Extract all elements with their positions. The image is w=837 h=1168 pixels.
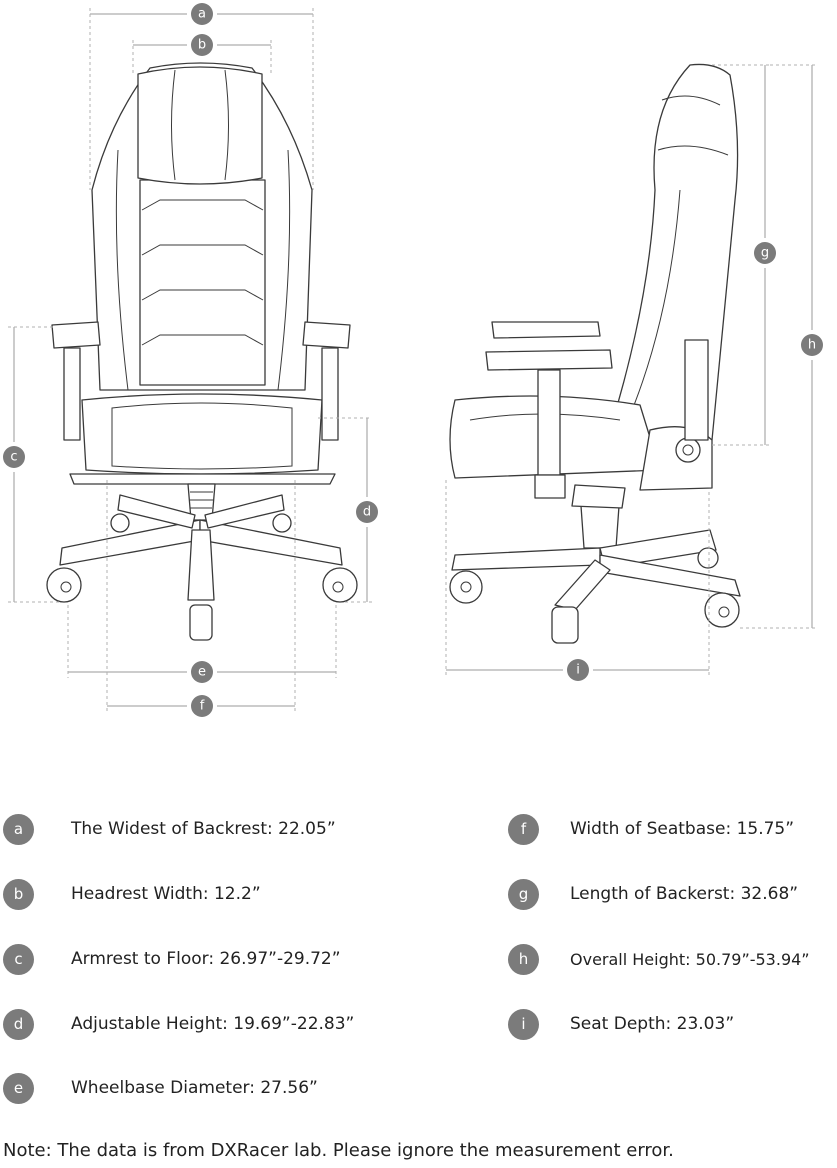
legend-badge: b: [3, 879, 34, 910]
svg-text:d: d: [362, 504, 372, 520]
dimension-badge-i: [567, 659, 589, 681]
svg-text:g: g: [760, 245, 770, 261]
legend-item-f: [508, 813, 794, 845]
dimension-badge-b: [191, 34, 213, 56]
dimension-badge-f: [191, 695, 213, 717]
side-view-chair: [450, 64, 740, 643]
legend-text: Adjustable Height: 19.69”-22.83”: [71, 1014, 355, 1034]
svg-text:f: f: [199, 698, 205, 714]
svg-text:e: e: [198, 664, 206, 680]
legend-text: Width of Seatbase: 15.75”: [570, 819, 795, 839]
legend-badge: a: [3, 814, 34, 845]
legend-item-e: [3, 1072, 318, 1104]
svg-text:b: b: [197, 37, 207, 53]
legend-badge: e: [3, 1073, 34, 1104]
dimension-badge-a: [191, 3, 213, 25]
svg-text:c: c: [10, 449, 18, 465]
svg-text:h: h: [807, 337, 817, 353]
legend-item-i: [508, 1008, 734, 1040]
legend-text: Seat Depth: 23.03”: [570, 1014, 735, 1034]
front-view-chair: [47, 63, 357, 640]
dimension-badge-e: [191, 661, 213, 683]
legend-item-g: [508, 878, 798, 910]
svg-text:a: a: [198, 6, 206, 22]
legend-text: Headrest Width: 12.2”: [71, 884, 261, 904]
legend-text: Length of Backerst: 32.68”: [570, 884, 799, 904]
legend-badge: f: [508, 814, 539, 845]
dimension-badge-d: [356, 501, 378, 523]
dimension-badge-h: [801, 334, 823, 356]
legend-text: Overall Height: 50.79”-53.94”: [570, 949, 810, 969]
legend-item-b: [3, 878, 261, 910]
legend-badge: d: [3, 1009, 34, 1040]
legend-item-a: [3, 813, 336, 845]
legend-text: Armrest to Floor: 26.97”-29.72”: [71, 949, 341, 969]
legend-item-c: [3, 943, 341, 975]
legend-badge: i: [508, 1009, 539, 1040]
legend-badge: g: [508, 879, 539, 910]
legend-item-d: [3, 1008, 354, 1040]
svg-text:i: i: [576, 662, 580, 678]
dimension-badge-c: [3, 446, 25, 468]
legend-text: Wheelbase Diameter: 27.56”: [71, 1078, 318, 1098]
legend-badge: h: [508, 944, 539, 975]
legend-badge: c: [3, 944, 34, 975]
measurement-note: Note: The data is from DXRacer lab. Please ignore the measurement error.: [3, 1140, 674, 1161]
legend-item-h: [508, 943, 810, 975]
legend-text: The Widest of Backrest: 22.05”: [71, 819, 336, 839]
dimension-badge-g: [754, 242, 776, 264]
